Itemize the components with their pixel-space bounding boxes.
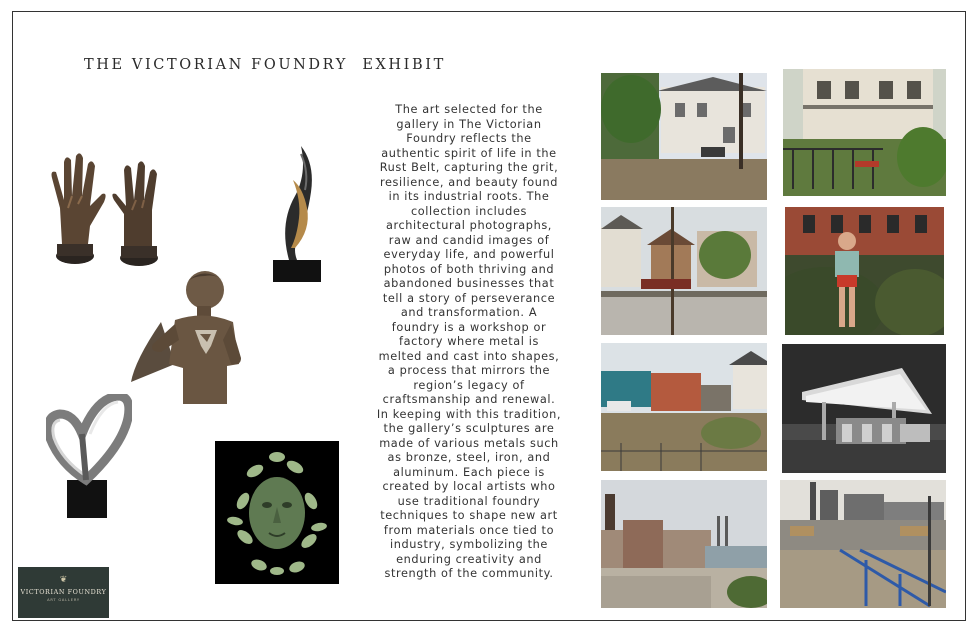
logo-name: VICTORIAN FOUNDRY	[20, 588, 107, 596]
sculpture-chrome-heart	[46, 394, 132, 518]
page-title: THE VICTORIAN FOUNDRY EXHIBIT	[84, 57, 446, 73]
photo-child-red-shorts	[785, 207, 944, 335]
sculpture-leaf-face	[215, 441, 339, 584]
sculpture-twisted-metal	[271, 144, 323, 284]
photo-steel-mill	[780, 480, 946, 608]
exhibit-description: The art selected for the gallery in The Victorian Foundry reflects the authentic spirit of life in the Rust Belt, capturing the grit, resilience, and beauty found in its industrial roots. The collection includes architectural photographs, raw and candid images of everyday life, and powerful photos of both thriving and abandoned businesses that tell a story of perseverance and transformation. A foundry is a workshop or factory where metal is melted and cast into shapes, a process that mirrors the region’s legacy of craftsmanship and renewal. In keeping with this tradition, the gallery’s sculptures are made of various metals such as bronze, steel, iron, and aluminum. Each piece is created by local artists who use traditional foundry techniques to shape new art from materials once tied to industry, symbolizing the enduring creativity and strength of the community.	[376, 103, 562, 580]
sculpture-bronze-boy	[131, 268, 243, 404]
photo-gas-station-night	[782, 344, 946, 473]
logo-subtitle: ART GALLERY	[47, 598, 80, 602]
photo-house-with-fence	[783, 69, 946, 196]
photo-suburban-street	[601, 207, 767, 335]
gallery-logo	[18, 567, 109, 618]
photo-street-houses	[601, 73, 767, 200]
photo-vacant-lot	[601, 343, 767, 471]
sculpture-bronze-hands	[44, 148, 168, 268]
logo-mark-icon: ❦	[59, 575, 68, 585]
photo-river-town	[601, 480, 767, 608]
